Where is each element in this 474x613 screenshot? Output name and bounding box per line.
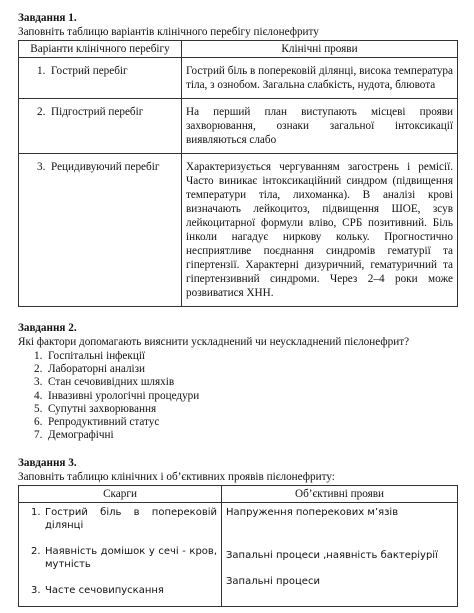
document-page	[18, 11, 458, 607]
manifest-cell: На перший план виступають місцеві прояви захворювання, ознаки загальної інтоксикації виявляються слабо	[182, 99, 458, 154]
list-item	[34, 390, 458, 403]
task2-question: Які фактори допомагають вияснити ускладнений чи неускладнений пієлонефрит?	[18, 336, 410, 348]
manifest-cell: Гострий біль в поперековій ділянці, висока температура тіла, з ознобом. Загальна слабкість, нудота, блювота	[182, 58, 458, 99]
table-row	[19, 154, 458, 307]
item-number: 5.	[34, 402, 43, 415]
row-number: 2.	[37, 106, 46, 118]
task3-subtitle: Заповніть таблицю клінічних і об’єктивних проявів пієлонефриту:	[18, 471, 335, 484]
list-item	[34, 350, 458, 363]
item-text: Інвазивні урологічні процедури	[48, 389, 200, 402]
item-text: Госпітальні інфекції	[48, 350, 146, 362]
item-number: 7.	[34, 429, 43, 442]
row-number: 3.	[37, 161, 46, 173]
task1-subtitle: Заповніть таблицю варіантів клінічного перебігу пієлонефриту	[18, 26, 319, 38]
objective-text: Запальні процеси	[226, 576, 320, 588]
manifest-cell: Характеризується чергуванням загострень і ремісії. Часто виникає інтоксикаційний синдром (підвищення температури тіла, лихоманка). В аналізі крові визначають лейкоцитоз, підвищення ШОЕ, зсув лейкоцитарної формули вліво, СРБ позитивний. Біль інколи нагадує ниркову кольку. Прогностично несприятливе поєднання синдромів гематурії та гіпертензії. Характерні дизуричний, гематуричний та гіпертензивний синдроми. Через 2–4 роки може розвиватися ХНН.	[182, 154, 458, 307]
factors-list	[18, 350, 458, 442]
item-number: 3.	[34, 376, 43, 389]
item-text: Стан сечовивідних шляхів	[48, 376, 175, 389]
variant-cell	[19, 99, 182, 154]
list-item	[34, 416, 458, 429]
variant-cell	[19, 154, 182, 307]
table-row	[19, 58, 458, 99]
table-header-row	[19, 41, 458, 58]
clinical-course-table	[18, 40, 458, 307]
header-manifestations: Клінічні прояви	[182, 41, 458, 58]
task1-title: Завдання 1.	[18, 12, 77, 24]
item-text: Демографічні	[48, 429, 114, 442]
table-header-row	[19, 486, 458, 503]
objective-text: Напруження поперекових м’язів	[226, 507, 399, 519]
complaint-text: Наявність домішок у сечі - кров, мутність	[45, 546, 217, 570]
complaint-text: Гострий біль в поперековій ділянці	[45, 507, 217, 531]
row-number: 1.	[31, 507, 41, 519]
row-number: 3.	[31, 585, 41, 597]
item-number: 2.	[34, 363, 43, 376]
header-variants: Варіанти клінічного перебігу	[19, 41, 182, 58]
table-row	[19, 503, 458, 607]
row-number: 2.	[31, 546, 41, 558]
list-item	[34, 429, 458, 442]
complaint-text: Часте сечовипускання	[45, 585, 164, 597]
variant-text: Підгострий перебіг	[51, 106, 144, 118]
row-number: 1.	[37, 65, 46, 77]
item-number: 6.	[34, 416, 43, 429]
item-text: Супутні захворювання	[48, 402, 157, 415]
header-objective: Об’єктивні прояви	[222, 486, 458, 503]
manifestations-table	[18, 485, 458, 607]
variant-text: Гострий перебіг	[51, 65, 128, 77]
table-row	[19, 99, 458, 154]
variant-text: Рецидивуючий перебіг	[51, 161, 160, 173]
list-item	[34, 403, 458, 416]
item-number: 1.	[34, 350, 43, 362]
item-text: Лабораторні аналізи	[48, 363, 146, 376]
list-item	[34, 363, 458, 376]
objective-cell	[222, 503, 458, 607]
complaint-cell	[19, 503, 222, 607]
header-complaints: Скарги	[19, 486, 222, 503]
objective-text: Запальні процеси ,наявність бактеріурії	[226, 549, 438, 561]
task3-title: Завдання 3.	[18, 457, 77, 470]
task2-title: Завдання 2.	[18, 322, 77, 334]
item-number: 4.	[34, 389, 43, 402]
variant-cell	[19, 58, 182, 99]
list-item	[34, 376, 458, 389]
item-text: Репродуктивний статус	[48, 416, 160, 429]
